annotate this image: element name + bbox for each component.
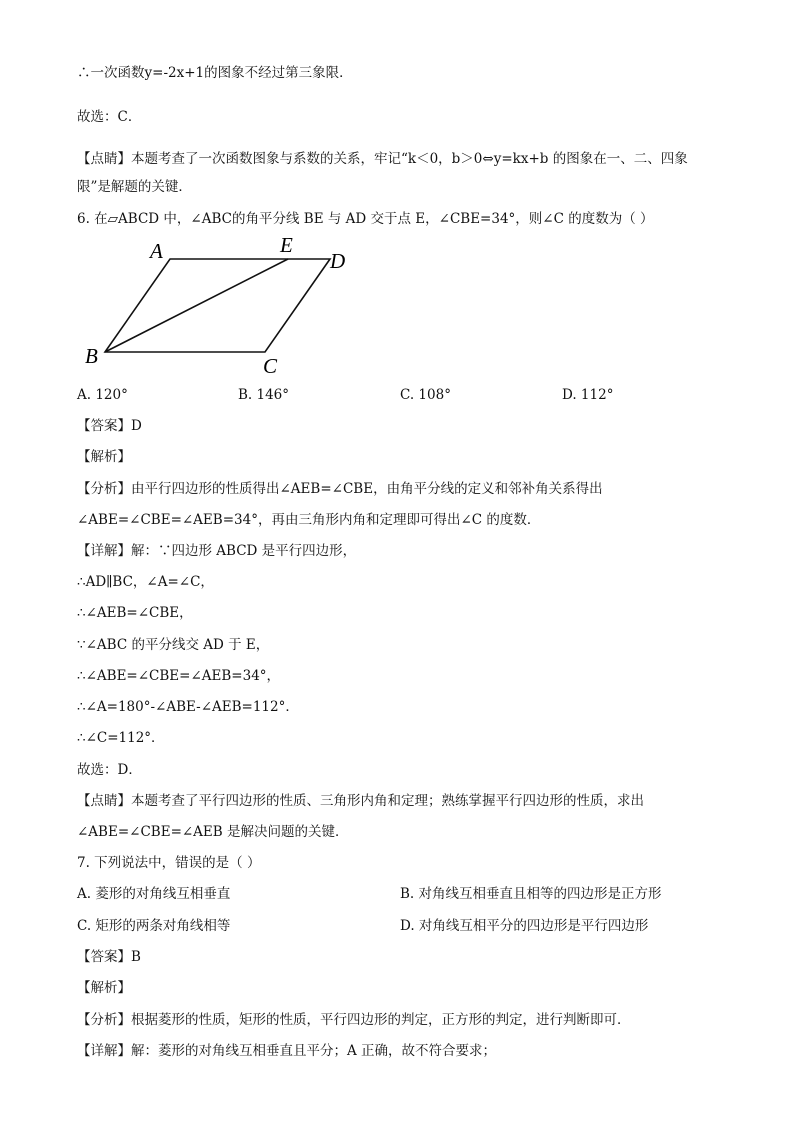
- option-b: B. 146°: [238, 387, 290, 403]
- text-line: ∴一次函数y=-2x+1的图象不经过第三象限．: [77, 65, 353, 81]
- text-line: 限”是解题的关键．: [77, 179, 192, 195]
- solution-line: 故选：D．: [77, 762, 142, 778]
- analysis-line: 【分析】由平行四边形的性质得出∠AEB=∠CBE，由角平分线的定义和邻补角关系得出: [77, 481, 603, 497]
- analysis-heading: 【解析】: [77, 449, 131, 465]
- question-6: 6. 在▱ABCD 中，∠ABC的角平分线 BE 与 AD 交于点 E，∠CBE=34°，则∠C 的度数为（ ）: [77, 211, 654, 227]
- option-a: A. 120°: [77, 387, 128, 403]
- label-d: D: [330, 249, 346, 273]
- bisector-be: [105, 259, 288, 352]
- label-e: E: [280, 233, 293, 257]
- comment-line: ∠ABE=∠CBE=∠AEB 是解决问题的关键．: [77, 824, 349, 840]
- text-line: 故选：C．: [77, 109, 142, 125]
- solution-line: 【详解】解：菱形的对角线互相垂直且平分；A 正确，故不符合要求；: [77, 1043, 497, 1059]
- solution-line: ∴∠ABE=∠CBE=∠AEB=34°，: [77, 668, 281, 684]
- answer-line: 【答案】D: [77, 418, 142, 434]
- parallelogram-figure: [80, 232, 370, 380]
- analysis-heading: 【解析】: [77, 980, 131, 996]
- label-c: C: [263, 354, 278, 378]
- answer-line: 【答案】B: [77, 949, 141, 965]
- parallelogram-abcd: [105, 259, 330, 352]
- solution-line: ∴∠C=112°．: [77, 730, 165, 746]
- option-d: D. 112°: [562, 387, 614, 403]
- text-line: 【点睛】本题考查了一次函数图象与系数的关系，牢记“k＜0，b＞0⇔y=kx+b 的图象在一、二、四象: [77, 151, 688, 167]
- option-c: C. 108°: [400, 387, 451, 403]
- option-d: D. 对角线互相平分的四边形是平行四边形: [400, 918, 649, 934]
- solution-line: ∴∠A=180°-∠ABE-∠AEB=112°．: [77, 699, 299, 715]
- option-b: B. 对角线互相垂直且相等的四边形是正方形: [400, 886, 662, 902]
- solution-line: ∴∠AEB=∠CBE，: [77, 605, 193, 621]
- solution-line: ∴AD∥BC，∠A=∠C，: [77, 574, 214, 590]
- label-b: B: [85, 344, 98, 368]
- option-a: A. 菱形的对角线互相垂直: [77, 886, 231, 902]
- label-a: A: [150, 239, 163, 263]
- comment-line: 【点睛】本题考查了平行四边形的性质、三角形内角和定理；熟练掌握平行四边形的性质，求出: [77, 793, 644, 809]
- option-c: C. 矩形的两条对角线相等: [77, 918, 231, 934]
- question-7: 7. 下列说法中，错误的是（ ）: [77, 855, 261, 871]
- analysis-line: 【分析】根据菱形的性质，矩形的性质，平行四边形的判定，正方形的判定，进行判断即可．: [77, 1012, 631, 1028]
- analysis-line: ∠ABE=∠CBE=∠AEB=34°，再由三角形内角和定理即可得出∠C 的度数．: [77, 512, 541, 528]
- solution-line: 【详解】解：∵四边形 ABCD 是平行四边形，: [77, 543, 357, 559]
- solution-line: ∵∠ABC 的平分线交 AD 于 E，: [77, 637, 270, 653]
